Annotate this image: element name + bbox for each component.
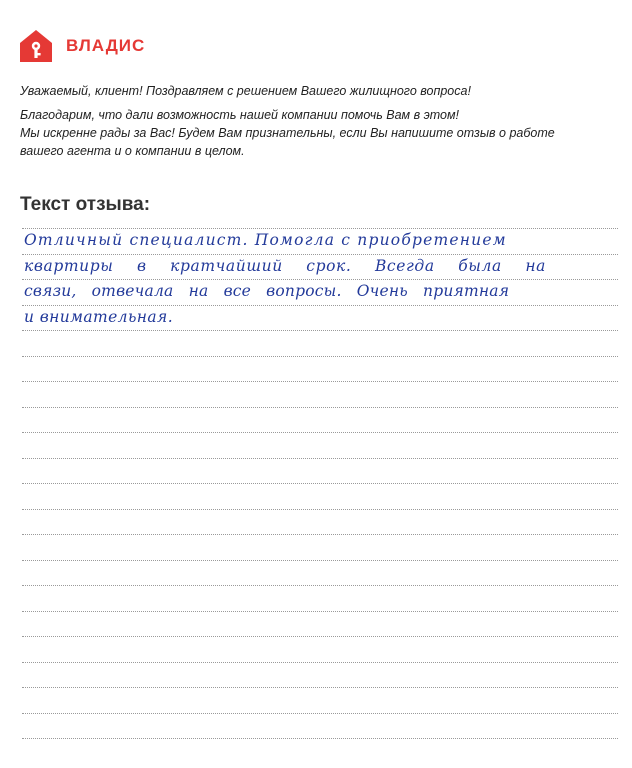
ruled-line: [22, 356, 618, 357]
handwritten-line: связи, отвечала на все вопросы. Очень приятная: [24, 282, 510, 300]
intro-line-3: вашего агента и о компании в целом.: [20, 144, 245, 158]
ruled-line: [22, 458, 618, 459]
ruled-line: [22, 713, 618, 714]
handwritten-review: [24, 228, 614, 330]
ruled-line: [22, 611, 618, 612]
handwritten-line: Отличный специалист. Помогла с приобретением: [24, 231, 507, 249]
handwritten-line: квартиры в кратчайший срок. Всегда была на: [24, 256, 546, 275]
brand-name: ВЛАДИС: [66, 36, 146, 55]
ruled-line: [22, 509, 618, 510]
ruled-line: [22, 432, 618, 433]
ruled-line: [22, 687, 618, 688]
ruled-line: [22, 636, 618, 637]
ruled-line: [22, 381, 618, 382]
ruled-line: [22, 483, 618, 484]
ruled-line: [22, 560, 618, 561]
ruled-line: [22, 738, 618, 739]
ruled-line: [22, 407, 618, 408]
intro-line-1: Благодарим, что дали возможность нашей компании помочь Вам в этом!: [20, 108, 460, 122]
ruled-line: [22, 585, 618, 586]
ruled-line: [22, 534, 618, 535]
handwritten-line: и внимательная.: [24, 307, 174, 326]
ruled-line: [22, 330, 618, 331]
greeting: Уважаемый, клиент! Поздравляем с решением Вашего жилищного вопроса!: [20, 84, 471, 98]
ruled-lines: [22, 0, 618, 768]
review-heading: Текст отзыва:: [20, 194, 151, 215]
intro-line-2: Мы искренне рады за Вас! Будем Вам признательны, если Вы напишите отзыв о работе: [20, 126, 555, 140]
ruled-line: [22, 662, 618, 663]
